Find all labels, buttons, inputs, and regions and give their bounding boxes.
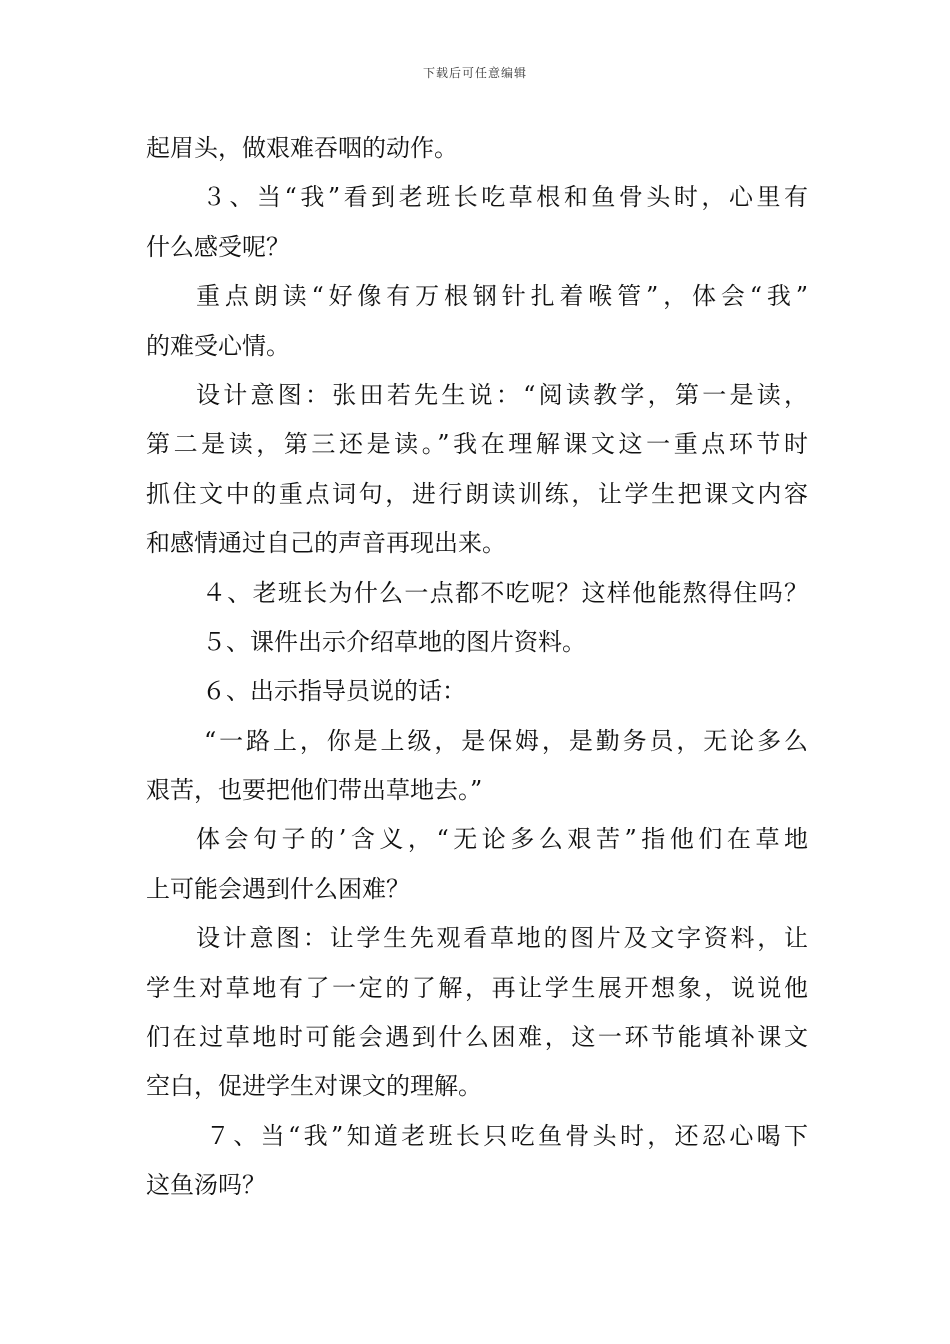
text-line: 和感情通过自己的声音再现出来。 [146, 529, 506, 558]
text-line: ７、当“我”知道老班长只吃鱼骨头时，还忍心喝下 [206, 1121, 808, 1150]
text-line: 空白，促进学生对课文的理解。 [146, 1072, 482, 1101]
text-line: 艰苦，也要把他们带出草地去。” [146, 776, 483, 805]
text-line: 体会句子的’含义，“无论多么艰苦”指他们在草地 [196, 825, 808, 854]
text-line: ５、课件出示介绍草地的图片资料。 [202, 627, 586, 656]
text-line: 什么感受呢？ [146, 232, 290, 261]
text-line: 学生对草地有了一定的了解，再让学生展开想象，说说他 [146, 973, 808, 1002]
page-header-note: 下载后可任意编辑 [422, 66, 527, 80]
text-line: 重点朗读“好像有万根钢针扎着喉管”，体会“我” [196, 282, 808, 311]
text-line: 的难受心情。 [146, 331, 290, 360]
text-line: 设计意图：张田若先生说：“阅读教学，第一是读， [196, 380, 808, 409]
text-line: ３、当“我”看到老班长吃草根和鱼骨头时，心里有 [202, 183, 808, 212]
text-line: 这鱼汤吗？ [146, 1171, 266, 1200]
text-line: ４、老班长为什么一点都不吃呢？这样他能熬得住吗？ [202, 578, 808, 607]
document-body [146, 124, 808, 1211]
text-line: 们在过草地时可能会遇到什么困难，这一环节能填补课文 [146, 1023, 808, 1052]
text-line: ６、出示指导员说的话： [202, 677, 466, 706]
text-line: 设计意图：让学生先观看草地的图片及文字资料，让 [196, 924, 808, 953]
text-line: 上可能会遇到什么困难？ [146, 874, 410, 903]
text-line: 抓住文中的重点词句，进行朗读训练，让学生把课文内容 [146, 479, 808, 508]
text-line: “一路上，你是上级，是保姆，是勤务员，无论多么 [204, 726, 808, 755]
text-line: 第二是读，第三还是读。”我在理解课文这一重点环节时 [146, 430, 808, 459]
text-line: 起眉头，做艰难吞咽的动作。 [146, 134, 458, 162]
